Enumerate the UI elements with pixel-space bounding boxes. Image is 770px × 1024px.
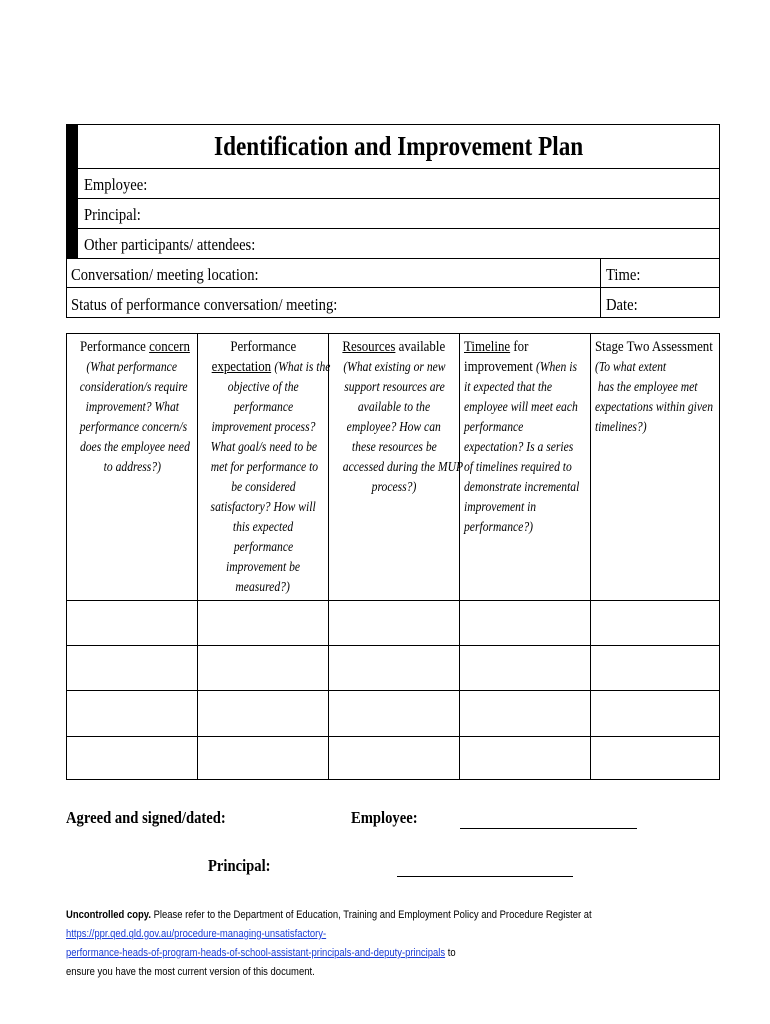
column-header-desc: performance concern/s: [79, 419, 188, 434]
column-header-desc: employee will meet each: [464, 399, 578, 414]
column-header-desc: (What existing or new: [342, 359, 446, 374]
row-divider: [67, 690, 719, 691]
status-label: Status of performance conversation/ meeting:: [71, 295, 338, 314]
divider: [66, 287, 720, 288]
row-divider: [67, 600, 719, 601]
column-header-desc: improvement in: [464, 499, 537, 514]
column-header-desc: demonstrate incremental: [464, 479, 580, 494]
column-header-desc: performance?): [464, 519, 534, 534]
divider: [66, 317, 720, 318]
column-header-desc: employee? How can: [346, 419, 442, 434]
page-title-text: Identification and Improvement Plan: [213, 130, 584, 161]
principal-signature-label: [208, 856, 281, 876]
location-field[interactable]: [71, 265, 289, 285]
underlined-keyword: Timeline: [464, 339, 511, 355]
footer-text: ensure you have the most current version of this document.: [66, 966, 315, 978]
column-header-desc: (When is: [536, 359, 577, 374]
employee-label: Employee:: [84, 175, 148, 194]
divider: [66, 258, 720, 259]
principal-label: Principal:: [84, 205, 141, 224]
column-header-title: Performance concern: [79, 339, 190, 355]
column-header-desc: improvement be: [225, 559, 301, 574]
employee-signature-text: Employee:: [351, 808, 418, 827]
column-header-desc: met for performance to: [210, 459, 319, 474]
policy-link[interactable]: https://ppr.qed.qld.gov.au/procedure-managing-unsatisfactory-: [66, 928, 327, 940]
employee-signature-line[interactable]: [460, 828, 637, 829]
date-field[interactable]: [606, 295, 643, 315]
divider: [78, 168, 720, 169]
column-header-title: improvement: [464, 359, 533, 375]
column-header-desc: (What is the: [274, 359, 331, 374]
column-header-desc: of timelines required to: [464, 459, 572, 474]
column-header-performance-concern: [67, 334, 197, 477]
column-header-performance-expectation: [198, 334, 331, 597]
column-header-desc: measured?): [235, 579, 291, 594]
column-header-desc: satisfactory? How will: [210, 499, 316, 514]
participants-field[interactable]: [84, 235, 283, 255]
column-header-desc: (What performance: [86, 359, 178, 374]
column-header-stage-two-assessment: [591, 334, 719, 437]
column-header-desc: improvement process?: [211, 419, 315, 434]
column-header-title: expectation: [211, 359, 272, 375]
column-header-desc: performance: [464, 419, 524, 434]
location-label: Conversation/ meeting location:: [71, 265, 259, 284]
time-field[interactable]: [606, 265, 646, 285]
footer-text: Please refer to the Department of Education, Training and Employment Policy and Procedure Register at: [150, 909, 592, 921]
column-header-desc: this expected: [232, 519, 294, 534]
divider: [78, 228, 720, 229]
row-divider: [67, 645, 719, 646]
column-header-desc: timelines?): [595, 419, 647, 434]
footer-notice: [66, 906, 726, 982]
header-black-bar: [66, 124, 78, 258]
status-field[interactable]: [71, 295, 381, 315]
principal-signature-text: Principal:: [208, 856, 271, 875]
column-header-desc: these resources be: [351, 439, 437, 454]
row-divider: [67, 736, 719, 737]
column-header-desc: (To what extent: [595, 359, 667, 374]
column-header-desc: accessed during the MUP: [342, 459, 464, 474]
agreed-signed-label: [66, 808, 252, 828]
column-header-title: Resources available: [342, 339, 446, 355]
column-header-desc: expectation? Is a series: [464, 439, 574, 454]
column-header-desc: objective of the: [227, 379, 299, 394]
policy-link-continued[interactable]: performance-heads-of-program-heads-of-school-assistant-principals-and-deputy-principals: [66, 947, 446, 959]
footer-text: to: [445, 947, 456, 959]
column-header-resources-available: [329, 334, 464, 497]
underlined-keyword: Resources: [342, 339, 396, 355]
date-label: Date:: [606, 295, 638, 314]
column-header-desc: expectations within given: [595, 399, 714, 414]
agreed-signed-text: Agreed and signed/dated:: [66, 808, 226, 827]
plan-table: [66, 333, 720, 780]
divider: [78, 198, 720, 199]
column-header-desc: does the employee need: [79, 439, 190, 454]
page-title: [78, 124, 719, 168]
header-right-border: [719, 124, 720, 317]
principal-signature-line[interactable]: [397, 876, 573, 877]
column-header-title: Timeline for: [464, 339, 529, 355]
column-header-desc: it expected that the: [464, 379, 553, 394]
column-header-desc: be considered: [230, 479, 296, 494]
time-label: Time:: [606, 265, 641, 284]
column-header-desc: support resources are: [343, 379, 445, 394]
column-header-timeline: [460, 334, 590, 537]
uncontrolled-copy-label: Uncontrolled copy.: [66, 909, 151, 921]
employee-field[interactable]: [84, 175, 158, 195]
column-header-desc: consideration/s require: [79, 379, 188, 394]
underlined-keyword: concern: [149, 339, 190, 355]
column-header-title: Stage Two Assessment: [595, 339, 713, 355]
column-header-desc: process?): [371, 479, 417, 494]
column-header-desc: performance: [233, 539, 293, 554]
employee-signature-label: [351, 808, 428, 828]
column-header-desc: improvement? What: [85, 399, 179, 414]
column-header-desc: What goal/s need to be: [210, 439, 318, 454]
column-header-title: Performance: [230, 339, 296, 355]
participants-label: Other participants/ attendees:: [84, 235, 256, 254]
column-header-desc: to address?): [103, 459, 161, 474]
column-header-desc: has the employee met: [595, 379, 698, 394]
principal-field[interactable]: [84, 205, 150, 225]
column-header-desc: performance: [233, 399, 293, 414]
column-header-desc: available to the: [357, 399, 431, 414]
